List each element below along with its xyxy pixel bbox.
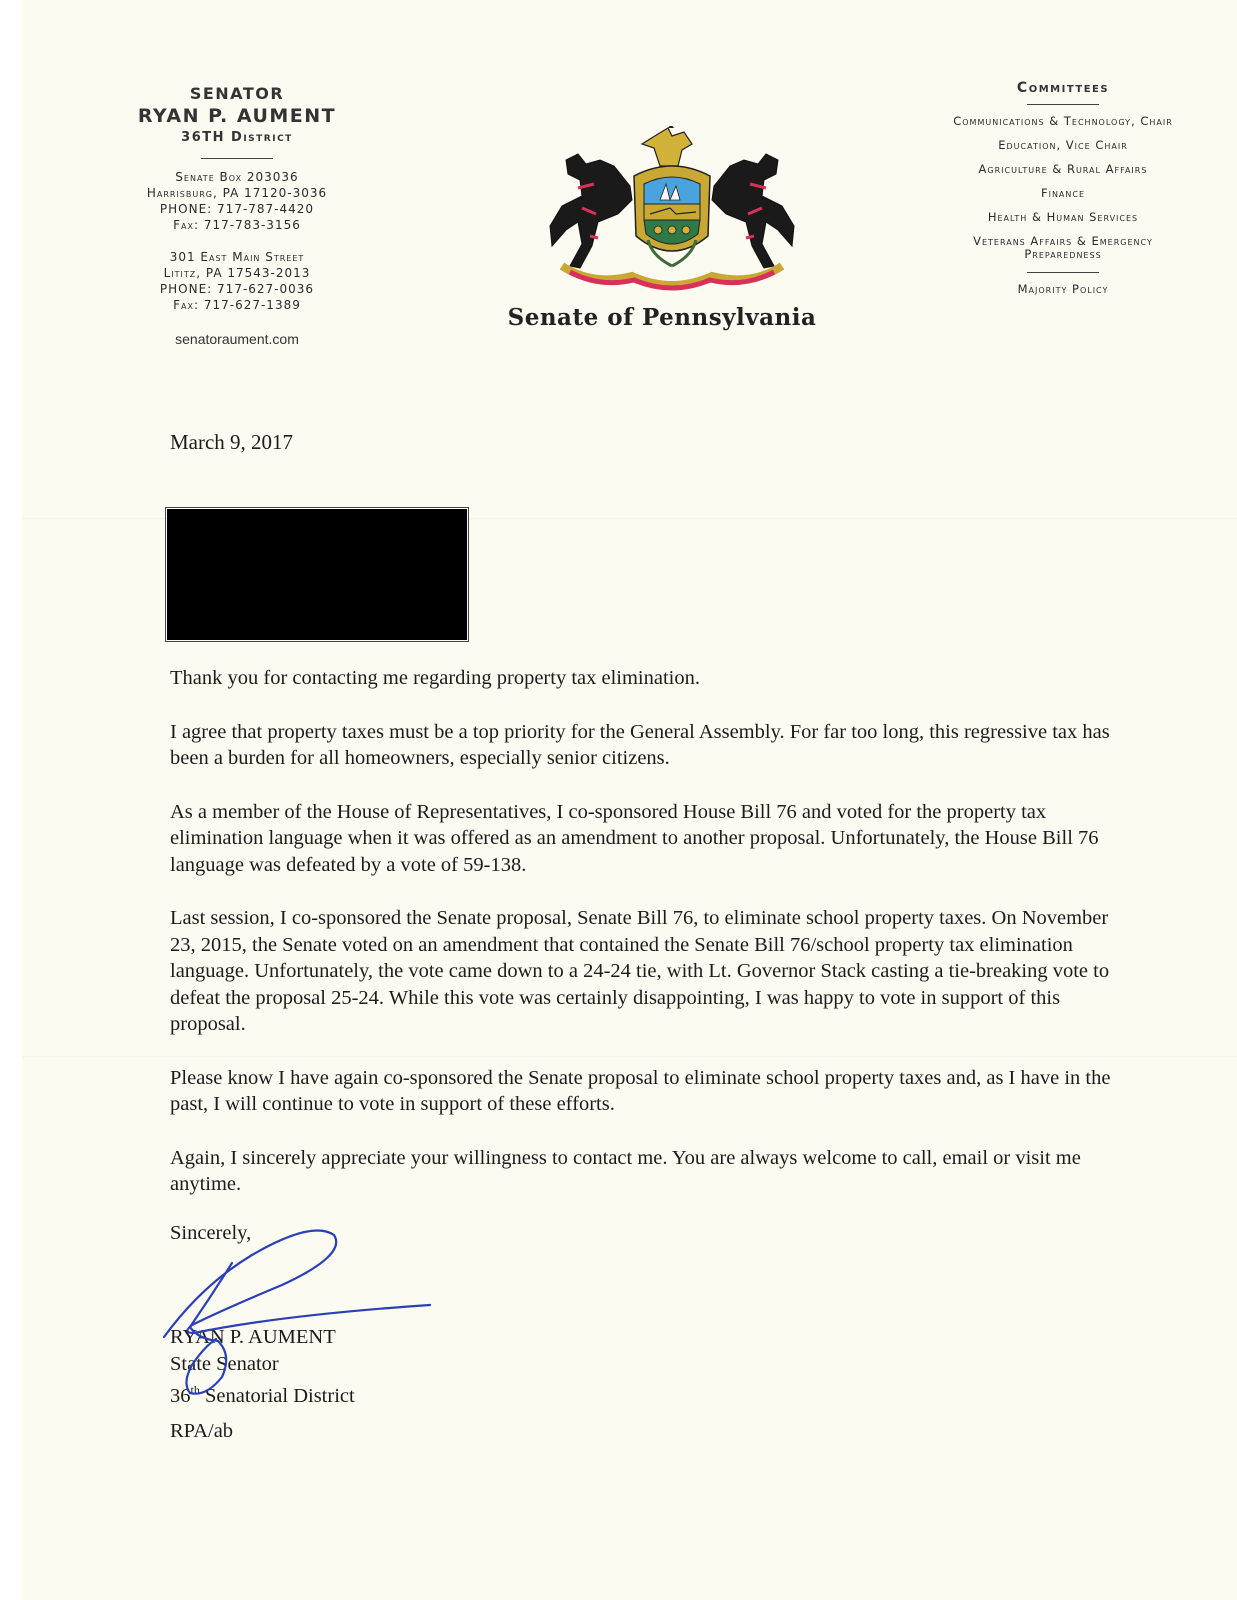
paragraph: Last session, I co-sponsored the Senate proposal, Senate Bill 76, to eliminate school property taxes. On November 23, 2015, the Senate voted on an amendment that contained the Senate Bill 76/school property tax elimination language. Unfortunately, the vote came down to a 24-24 tie, with Lt. Governor Stack casting a tie-breaking vote to defeat the proposal 25-24. While this vote was certainly disappointing, I was happy to vote in support of this proposal. xyxy=(170,907,1110,1035)
typist-initials: RPA/ab xyxy=(170,1420,234,1442)
senate-of-pennsylvania-wordmark: Senate of Pennsylvania xyxy=(507,304,817,331)
divider xyxy=(1027,104,1099,105)
committee-item: Veterans Affairs & Emergency Preparedness xyxy=(973,234,1153,261)
paragraph: I agree that property taxes must be a top priority for the General Assembly. For far too long, this regressive tax has been a burden for all homeowners, especially senior citizens. xyxy=(170,720,1110,769)
letter-date: March 9, 2017 xyxy=(170,430,294,454)
committee-item: Agriculture & Rural Affairs xyxy=(978,162,1148,176)
pennsylvania-seal-icon xyxy=(522,126,822,296)
paragraph: Please know I have again co-sponsored the Senate proposal to eliminate school property taxes and, as I have in the past, I will continue to vote in support of these efforts. xyxy=(170,1066,1111,1115)
address-line: Harrisburg, PA 17120-3036 xyxy=(146,186,328,200)
closing: Sincerely, xyxy=(170,1222,252,1244)
committee-item: Finance xyxy=(1040,186,1086,200)
committee-item: Health & Human Services xyxy=(987,210,1139,224)
committees-heading: Committees xyxy=(1016,80,1110,96)
senator-name: RYAN P. AUMENT xyxy=(137,105,337,127)
capitol-office-address xyxy=(122,169,352,233)
letter-body xyxy=(170,665,1130,1225)
signer-title: State Senator xyxy=(170,1352,279,1375)
redacted-recipient-address xyxy=(167,509,467,640)
paragraph: As a member of the House of Representatives, I co-sponsored House Bill 76 and voted for the property tax elimination language when it was offered as an amendment to another proposal. Unfortunately, the House Bill 76 language was defeated by a vote of 59-138. xyxy=(170,800,1099,876)
divider xyxy=(1027,272,1099,273)
address-line: Senate Box 203036 xyxy=(175,170,299,184)
address-line: 301 East Main Street xyxy=(169,250,305,264)
senator-title: SENATOR xyxy=(189,84,285,103)
district-office-address xyxy=(122,249,352,313)
paragraph: Thank you for contacting me regarding property tax elimination. xyxy=(170,667,700,689)
handwritten-signature-icon xyxy=(162,1215,462,1415)
signer-name: RYAN P. AUMENT xyxy=(170,1326,336,1348)
paragraph: Again, I sincerely appreciate your willingness to contact me. You are always welcome to call, email or visit me anytime. xyxy=(170,1146,1081,1195)
fax-line: Fax: 717-783-3156 xyxy=(173,218,301,232)
committees-block xyxy=(910,80,1216,307)
committee-item: Education, Vice Chair xyxy=(998,138,1128,152)
address-line: Lititz, PA 17543-2013 xyxy=(163,266,311,280)
committee-item: Communications & Technology, Chair xyxy=(953,114,1173,128)
fax-line: Fax: 717-627-1389 xyxy=(173,298,301,312)
committee-item-majority-policy: Majority Policy xyxy=(1017,282,1109,296)
district-number: 36 xyxy=(170,1385,191,1407)
divider xyxy=(201,158,273,159)
phone-line: PHONE: 717-627-0036 xyxy=(159,282,315,296)
letter-page xyxy=(22,0,1237,1600)
senator-contact-block xyxy=(122,84,352,347)
website-link[interactable]: senatoraument.com xyxy=(175,331,299,347)
senator-district: 36TH District xyxy=(181,130,293,145)
district-label: Senatorial District xyxy=(199,1385,355,1407)
ordinal-suffix: th xyxy=(190,1383,200,1397)
phone-line: PHONE: 717-787-4420 xyxy=(159,202,315,216)
